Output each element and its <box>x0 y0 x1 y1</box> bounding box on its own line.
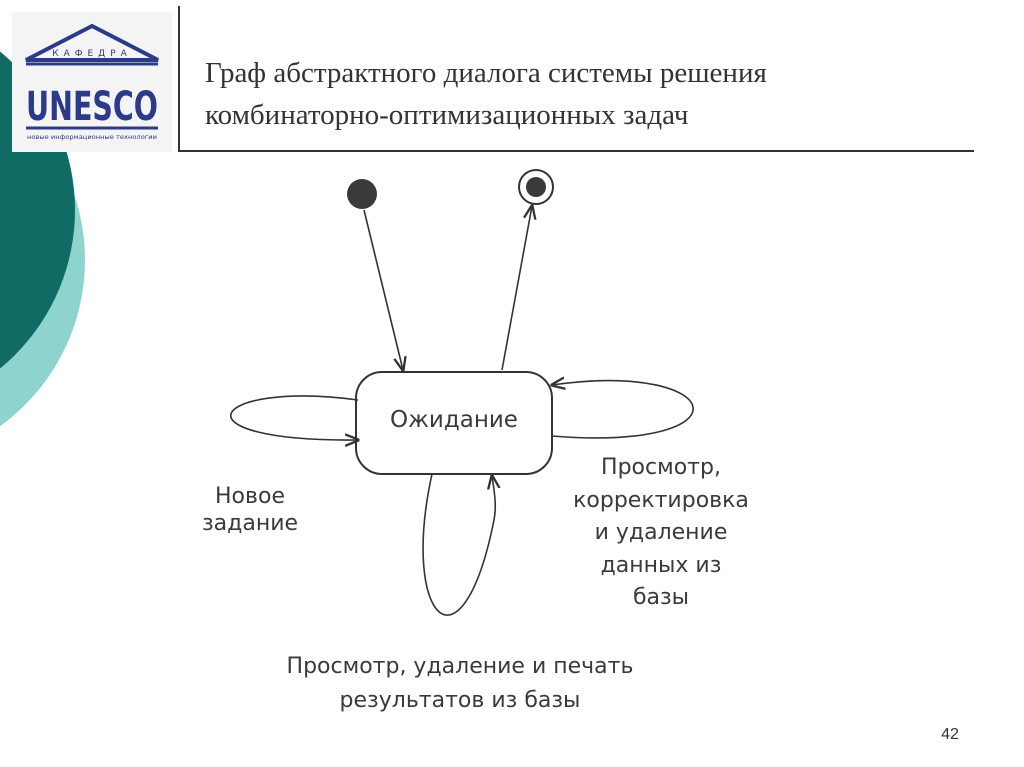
right-loop-label <box>548 452 774 615</box>
logo-name: UNESCO <box>26 84 158 130</box>
bottom-loop-arrow <box>423 474 495 615</box>
bottom-loop-label-line: Просмотр, удаление и печать <box>286 654 634 679</box>
start-transition-arrow <box>364 210 403 370</box>
left-loop-label-line: Новое <box>215 484 285 509</box>
right-loop-label-line: базы <box>632 585 690 611</box>
page-number: 42 <box>941 726 959 743</box>
bottom-loop-label-line: результатов из базы <box>339 688 581 714</box>
left-loop-label <box>180 484 320 538</box>
logo-arc-text: КАФЕДРА <box>52 49 132 59</box>
right-loop-label-line: корректировка <box>573 487 749 513</box>
title-line-1: Граф абстрактного диалога системы решения <box>205 57 767 89</box>
right-loop-label-line: и удаление <box>594 520 728 546</box>
left-loop-label-line: задание <box>201 510 299 536</box>
title-line-2: комбинаторно-оптимизационных задач <box>205 99 689 131</box>
right-loop-label-line: данных из <box>600 552 722 578</box>
left-loop-arrow <box>231 396 358 440</box>
final-state-core <box>526 177 546 197</box>
right-loop-arrow <box>552 381 693 438</box>
end-transition-arrow <box>502 206 532 370</box>
logo-subtitle: новые информационные технологии <box>27 134 158 141</box>
initial-state-node <box>347 179 377 209</box>
bottom-loop-label <box>230 650 690 718</box>
right-loop-label-line: Просмотр, <box>601 455 721 480</box>
waiting-state-label: Ожидание <box>390 407 518 433</box>
